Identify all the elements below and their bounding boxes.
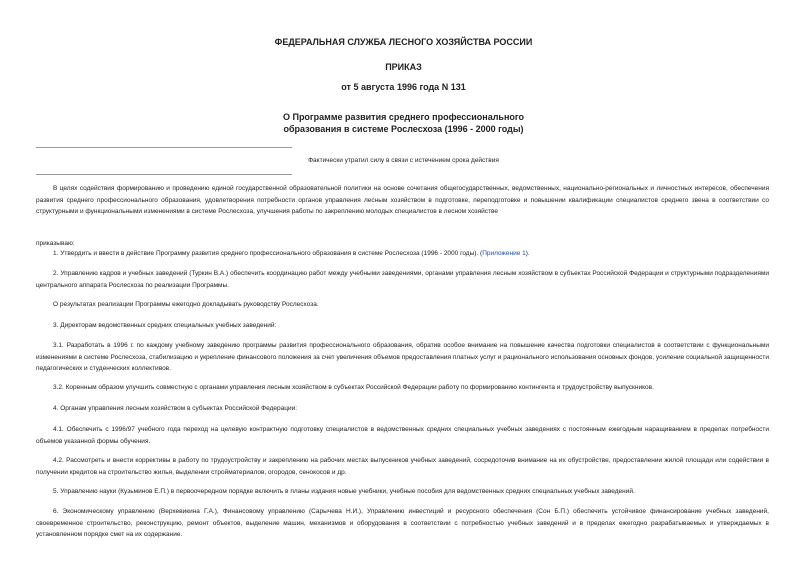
agency-title: ФЕДЕРАЛЬНАЯ СЛУЖБА ЛЕСНОГО ХОЗЯЙСТВА РОССИИ — [274, 37, 533, 47]
order-word: приказываю: — [36, 240, 75, 247]
preamble: В целях содействия формированию и проведению единой государственной образовательной политики на основе сочетания общегосударственных, ведомственных, национально-региональных и личностных интересов, обеспечения развития среднего профессионального образования, удовлетворения потребности органов управления лесным хозяйством в подготовке, переподготовке и повышении квалификации специалистов среднего звена в соответствии со структурными и функциональными изменениями в системе Рослесхоза, улучшения работы по закреплению молодых специалистов в лесном хозяйстве — [36, 185, 769, 215]
doc-subject-line2: образования в системе Рослесхоза (1996 - 2000 годы) — [283, 124, 524, 134]
paragraph-3: 3. Директорам ведомственных средних специальных учебных заведений: — [53, 322, 277, 329]
paragraph-1 — [36, 248, 769, 260]
doc-type: ПРИКАЗ — [385, 62, 422, 72]
appendix-1-link[interactable]: Приложение 1 — [482, 250, 526, 257]
paragraph-4: 4. Органам управления лесным хозяйством в субъектах Российской Федерации: — [53, 405, 298, 412]
paragraph-5: 5. Управлению науки (Кузьминов Е.П.) в первоочередном порядке включить в планы издания новые учебники, учебные пособия для ведомственных средних специальных учебных заведений. — [53, 488, 635, 495]
status-note: Фактически утратил силу в связи с истечением срока действия — [308, 157, 499, 164]
paragraph-2: 2. Управлению кадров и учебных заведений (Туркин В.А.) обеспечить координацию работ между учебными заведениями, органами управления лесным хозяйством в субъектах Российской Федерации и структурными подразделениями центрального аппарата Рослесхоза по реализации Программы. — [36, 270, 769, 289]
divider-bottom — [36, 174, 292, 175]
paragraph-1-end: ). — [525, 250, 530, 257]
paragraph-1-text: 1. Утвердить и ввести в действие Программу развития среднего профессионального образования в системе Рослесхоза (1996 - 2000 годы). ( — [53, 250, 483, 257]
paragraph-6: 6. Экономическому управлению (Верхевикина Г.А.), Финансовому управлению (Сарычева Н.И.), Управлению инвестиций и ресурсного обеспечения (Сон Б.П.) обеспечить устойчивое финансирование учебных заведений, своевременное строительство, реконструкцию, ремонт объектов, выделение машин, механизмов и оборудования в соответствии с потребностью учебных заведений и в пределах ежегодно разрабатываемых и утверждаемых в установленном порядке смет на их содержание. — [36, 508, 769, 538]
paragraph-2b: О результатах реализации Программы ежегодно докладывать руководству Рослесхоза. — [53, 301, 319, 308]
doc-date-number: от 5 августа 1996 года N 131 — [341, 82, 466, 92]
paragraph-3-2: 3.2. Коренным образом улучшить совместную с органами управления лесным хозяйством в субъектах Российской Федерации работу по формированию контингента и трудоустройству выпускников. — [53, 384, 654, 391]
doc-subject-line1: О Программе развития среднего профессионального — [282, 112, 525, 122]
divider-top — [36, 147, 292, 148]
paragraph-4-1: 4.1. Обеспечить с 1996/97 учебного года переход на целевую контрактную подготовку специалистов в ведомственных средних специальных учебных заведениях с постоянным ежегодным наращиванием в пределах потребности объемов указанной формы обучения. — [36, 426, 769, 445]
paragraph-4-2: 4.2. Рассмотреть и внести коррективы в работу по трудоустройству и закреплению на рабочих местах выпускников учебных заведений, сосредоточив внимание на их обустройстве, предоставлении жилой площади или содействии в получении кредитов на строительство жилья, выделении стройматериалов, огородов, сенокосов и др. — [36, 457, 769, 476]
paragraph-3-1: 3.1. Разработать в 1996 г. по каждому учебному заведению программы развития профессионального образования, обратив особое внимание на повышение качества подготовки специалистов в соответствии с функциональными изменениями в системе Рослесхоза, стабилизацию и укрепление финансового положения за счет увеличения объемов предоставления платных услуг и рационального использования основных фондов, усиление социальной защищенности педагогических и студенческих коллективов. — [36, 342, 769, 372]
